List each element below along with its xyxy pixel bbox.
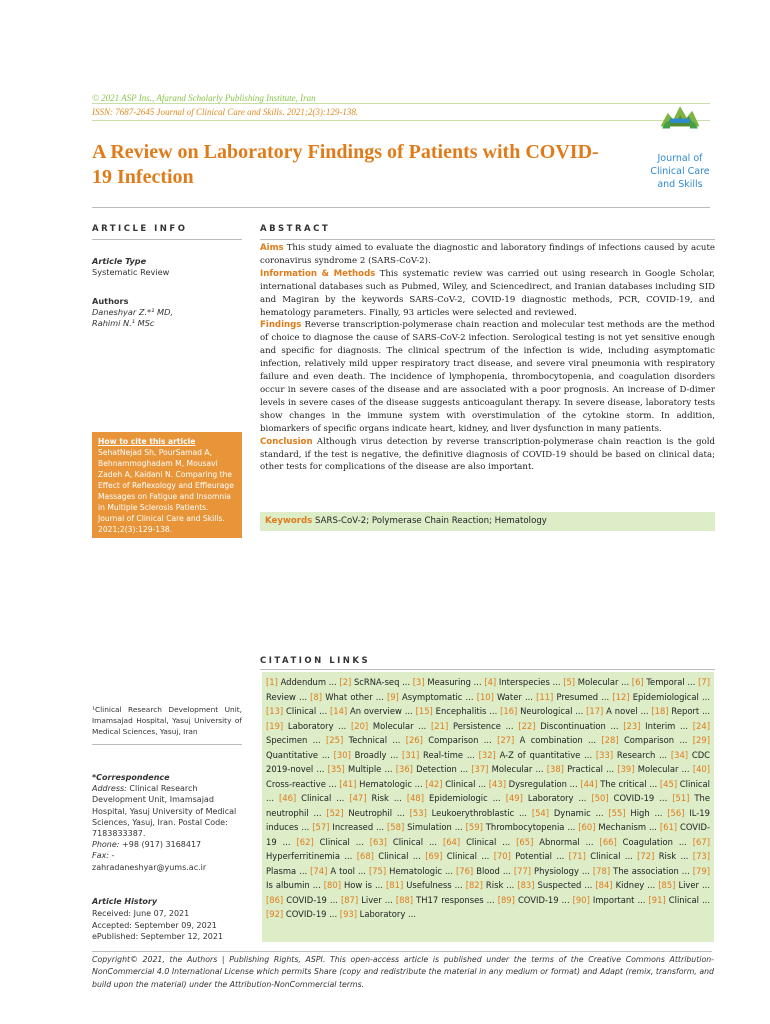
citation-number[interactable]: [29]	[692, 735, 710, 745]
citation-number[interactable]: [80]	[323, 880, 341, 890]
citation-number[interactable]: [39]	[617, 764, 635, 774]
citation-number[interactable]: [85]	[658, 880, 676, 890]
citation-number[interactable]: [9]	[386, 691, 399, 702]
citation-number[interactable]: [18]	[651, 706, 669, 716]
citation-number[interactable]: [30]	[333, 749, 351, 760]
citation-number[interactable]: [14]	[329, 706, 348, 716]
citation-number[interactable]: [53]	[409, 807, 427, 818]
citation-number[interactable]: [64]	[442, 836, 461, 847]
footer-license: Copyright© 2021, the Authors | Publishing Rights, ASPI. This open-access article is published under the terms of the Creative Commons Attribution-NonCommercial 4.0 International License which permits Share (copy and redistribute the material in any medium or format) and Adapt (remix, transform, and build upon the material) under the Attribution-NonCommercial terms.	[92, 955, 714, 989]
abstract-divider	[260, 239, 715, 240]
citation-number[interactable]: [87]	[340, 894, 359, 905]
fax-text: -	[111, 851, 115, 861]
citation-number[interactable]: [7]	[698, 677, 710, 687]
citation-number[interactable]: [26]	[405, 735, 423, 745]
citation-number[interactable]: [25]	[326, 735, 344, 745]
citation-number[interactable]: [61]	[659, 822, 678, 832]
citation-links-box	[262, 672, 714, 942]
citation-number[interactable]: [91]	[648, 894, 666, 905]
header-divider	[92, 103, 710, 104]
citation-number[interactable]: [60]	[578, 822, 596, 832]
affiliation-divider	[92, 744, 242, 745]
citation-number[interactable]: [89]	[497, 894, 515, 905]
citation-number[interactable]: [77]	[513, 865, 532, 876]
logo-line-2: Clinical Care	[650, 166, 710, 177]
citation-number[interactable]: [75]	[368, 865, 387, 876]
article-type-value: Systematic Review	[92, 267, 170, 277]
citation-number[interactable]: [17]	[586, 706, 604, 716]
keywords-text: SARS-CoV-2; Polymerase Chain Reaction; Hematology	[315, 516, 547, 526]
citation-number[interactable]: [37]	[471, 764, 489, 774]
methods-label: Information & Methods	[260, 268, 376, 279]
citation-number[interactable]: [76]	[456, 865, 474, 876]
keywords-bar	[260, 512, 715, 531]
citation-number[interactable]: [34]	[670, 749, 689, 760]
article-title: A Review on Laboratory Findings of Patients with COVID-19 Infection	[92, 141, 599, 188]
authors-label: Authors	[92, 296, 129, 306]
history-heading: Article History	[92, 897, 158, 906]
citation-number[interactable]: [71]	[568, 851, 586, 861]
article-info-heading: ARTICLE INFO	[92, 224, 188, 234]
citation-links-heading: CITATION LINKS	[260, 656, 371, 666]
history-published: ePublished: September 12, 2021	[92, 932, 224, 942]
author-2: Rahimi N.¹ MSc	[92, 318, 155, 328]
how-to-cite-box	[92, 432, 242, 538]
affiliation: ¹Clinical Research Development Unit, Imamsajad Hospital, Yasuj University of Medical Sciences, Yasuj, Iran	[92, 705, 242, 736]
logo-line-1: Journal of	[657, 153, 703, 164]
abstract-methods	[260, 268, 715, 320]
citation-number[interactable]: [92]	[266, 909, 284, 919]
address-label: Address:	[92, 784, 127, 794]
citation-number[interactable]: [81]	[386, 880, 404, 890]
footer-divider	[92, 951, 712, 952]
citation-number[interactable]: [40]	[692, 764, 711, 774]
citation-number[interactable]: [57]	[312, 822, 330, 832]
methods-text: This systematic review was carried out using research in Google Scholar, international databases such as Pubmed, Wiley, and Sciencedirect, and Iranian databases including SID and Magiran by the keywords SARS-CoV-2, COVID-19 diagnostic methods, PCR, COVID-19, and hematology parameters. Finally, 93 articles were selected and reviewed.	[260, 268, 716, 318]
citation-number[interactable]: [10]	[476, 691, 494, 702]
article-type-block	[92, 256, 242, 278]
citation-number[interactable]: [36]	[395, 764, 413, 774]
citation-number[interactable]: [59]	[465, 822, 483, 832]
citation-number[interactable]: [54]	[531, 807, 550, 818]
how-to-cite-heading: How to cite this article	[98, 437, 196, 446]
correspondence-block	[92, 772, 242, 873]
findings-label: Findings	[260, 320, 302, 331]
citation-number[interactable]: [79]	[692, 865, 710, 876]
citation-number[interactable]: [1]	[266, 677, 278, 687]
author-1: Daneshyar Z.*¹ MD,	[92, 307, 173, 317]
abstract-heading: ABSTRACT	[260, 224, 331, 234]
history-received: Received: June 07, 2021	[92, 908, 190, 918]
citation-number[interactable]: [16]	[500, 706, 518, 716]
header-copyright: © 2021 ASP Ins., Afarand Scholarly Publishing Institute, Iran	[92, 93, 316, 103]
citation-number[interactable]: [38]	[546, 764, 564, 774]
citation-number[interactable]: [20]	[351, 720, 369, 731]
citation-number[interactable]: [28]	[601, 735, 619, 745]
citation-number[interactable]: [52]	[326, 807, 344, 818]
citation-number[interactable]: [49]	[505, 793, 523, 803]
citation-number[interactable]: [48]	[406, 793, 425, 803]
citation-number[interactable]: [73]	[692, 851, 710, 861]
citation-number[interactable]: [2]	[339, 677, 352, 687]
correspondence-heading: *Correspondence	[92, 773, 170, 782]
citation-number[interactable]: [45]	[659, 778, 678, 789]
abstract-conclusion	[260, 436, 715, 475]
article-history-block	[92, 896, 242, 943]
conclusion-text: Although virus detection by reverse transcription-polymerase chain reaction is the gold standard, if the test is negative, the definitive diagnosis of COVID-19 should be based on clinical data; other tests for complications of the disease are also important.	[260, 436, 716, 473]
citation-number[interactable]: [41]	[339, 778, 357, 789]
citation-number[interactable]: [67]	[692, 836, 710, 847]
citation-number[interactable]: [19]	[266, 720, 284, 731]
abstract-body	[260, 242, 715, 474]
citation-number[interactable]: [70]	[493, 851, 511, 861]
citation-number[interactable]: [63]	[369, 836, 387, 847]
citation-number[interactable]: [93]	[339, 909, 357, 919]
citation-number[interactable]: [74]	[310, 865, 328, 876]
article-type-label: Article Type	[92, 256, 147, 266]
citation-number[interactable]: [65]	[516, 836, 534, 847]
phone-text: +98 (917) 3168417	[122, 840, 202, 850]
citation-number[interactable]: [42]	[425, 778, 443, 789]
citation-number[interactable]: [68]	[356, 851, 374, 861]
citation-number[interactable]: [66]	[599, 836, 617, 847]
citation-number[interactable]: [32]	[478, 749, 496, 760]
citation-number[interactable]: [50]	[591, 793, 609, 803]
journal-logo-icon	[640, 103, 720, 153]
journal-logo-text	[638, 152, 722, 191]
article-info-divider	[92, 239, 242, 240]
citation-number[interactable]: [88]	[395, 894, 414, 905]
citation-number[interactable]: [43]	[488, 778, 506, 789]
citation-number[interactable]: [78]	[592, 865, 611, 876]
citation-number[interactable]: [44]	[580, 778, 598, 789]
citation-number[interactable]: [13]	[266, 706, 284, 716]
abstract-findings	[260, 319, 715, 435]
title-divider	[92, 207, 710, 208]
citation-links-text[interactable]: [1] Addendum ... [2] ScRNA-seq ... [3] Measuring ... [4] Interspecies ... [5] Molecular ... [6] Temporal ... [7] Review ... [8] What other ... [9] Asymptomatic ... [10] Water ... [11] Presumed ... [12] Epidemiological ... [13] Clinical ... [14] An overview ... [15] Encephalitis ... [16] Neurological ... [17] A novel ... [18] Report ... [19] Laboratory ... [20] Molecular ... [21] Persistence ... [22] Discontinuation ... [23] Interim ... [24] Specimen ... [25] Technical ... [26] Comparison ... [27] A combination ... [28] Comparison ... [29] Quantitative ... [30] Broadly ... [31] Real-time ... [32] A-Z of quantitative ... [33] Research ... [34] CDC 2019-novel ... [35] Multiple ... [36] Detection ... [37] Molecular ... [38] Practical ... [39] Molecular ... [40] Cross-reactive ... [41] Hematologic ... [42] Clinical ... [43] Dysregulation ... [44] The critical ... [45] Clinical ... [46] Clinical ... [47] Risk ... [48] Epidemiologic ... [49] Laboratory ... [50] COVID-19 ... [51] The neutrophil ... [52] Neutrophil ... [53] Leukoerythroblastic ... [54] Dynamic ... [55] High ... [56] IL-19 induces ... [57] Increased ... [58] Simulation ... [59] Thrombocytopenia ... [60] Mechanism ... [61] COVID-19 ... [62] Clinical ... [63] Clinical ... [64] Clinical ... [65] Abnormal ... [66] Coagulation ... [67] Hyperferritinemia ... [68] Clinical ... [69] Clinical ... [70] Potential ... [71] Clinical ... [72] Risk ... [73] Plasma ... [74] A tool ... [75] Hematologic ... [76] Blood ... [77] Physiology ... [78] The association ... [79] Is albumin ... [80] How is ... [81] Usefulness ... [82] Risk ... [83] Suspected ... [84] Kidney ... [85] Liver ... [86] COVID-19 ... [87] Liver ... [88] TH17 responses ... [89] COVID-19 ... [90] Important ... [91] Clinical ... [92] COVID-19 ... [93] Laboratory ...	[266, 677, 711, 919]
conclusion-label: Conclusion	[260, 436, 313, 447]
authors-block	[92, 296, 242, 329]
findings-text: Reverse transcription-polymerase chain reaction and molecular test methods are the method of choice to diagnose the cause of SARS-CoV-2 infection. Serological testing is not yet sensitive enough and specific for diagnosis. The clinical spectrum of the infection is wide, including asymptomatic infection, relatively mild upper respiratory tract disease, and severe viral pneumonia with respiratory failure and even death. The incidence of lymphopenia, thrombocytopenia, and coagulation disorders occur in severe cases of the disease and are associated with a poor prognosis. An increase of D-dimer levels in severe cases of the disease suggests anticoagulant therapy. In severe disease, laboratory tests show changes in the immune system with overstimulation of the cytokine storm. In addition, biomarkers of specific organs indicate heart, kidney, and liver dysfunction in many patients.	[260, 320, 715, 434]
header-issn: ISSN: 7687-2645 Journal of Clinical Care and Skills. 2021;2(3):129-138.	[92, 107, 359, 117]
address-text: Clinical Research Development Unit, Imamsajad Hospital, Yasuj University of Medical Sciences, Yasuj, Iran. Postal Code: 7183833387.	[92, 784, 237, 839]
abstract-aims	[260, 242, 715, 268]
aims-text: This study aimed to evaluate the diagnostic and laboratory findings of infections caused by acute coronavirus syndrome 2 (SARS-CoV-2).	[260, 243, 715, 266]
citation-number[interactable]: [27]	[497, 735, 515, 745]
header-divider-2	[92, 120, 710, 121]
citation-number[interactable]: [24]	[692, 720, 710, 731]
citation-number[interactable]: [12]	[612, 691, 630, 702]
citation-number[interactable]: [33]	[595, 749, 614, 760]
how-to-cite-text: SehatNejad Sh, PourSamad A, Behnammoghadam M, Mousavi Zadeh A, Kaidani N. Comparing the Effect of Reflexology and Effleurage Massages on Fatigue and Insomnia in Multiple Sclerosis Patients. Journal of Clinical Care and Skills. 2021;2(3):129-138.	[98, 448, 234, 534]
citation-number[interactable]: [72]	[637, 851, 655, 861]
citation-number[interactable]: [23]	[623, 720, 641, 731]
citation-number[interactable]: [83]	[517, 880, 535, 890]
citation-number[interactable]: [4]	[484, 677, 497, 687]
citation-number[interactable]: [51]	[672, 793, 690, 803]
citation-number[interactable]: [47]	[349, 793, 367, 803]
citation-number[interactable]: [84]	[595, 880, 613, 890]
citation-number[interactable]: [6]	[631, 677, 644, 687]
aims-label: Aims	[260, 243, 284, 253]
citation-number[interactable]: [5]	[563, 677, 576, 687]
keywords-label: Keywords	[265, 516, 313, 526]
fax-label: Fax:	[92, 851, 109, 861]
citation-number[interactable]: [82]	[465, 880, 483, 890]
citation-number[interactable]: [90]	[572, 894, 590, 905]
citation-number[interactable]: [22]	[518, 720, 536, 731]
logo-line-3: and Skills	[657, 179, 703, 190]
citation-number[interactable]: [15]	[415, 706, 433, 716]
citation-number[interactable]: [46]	[278, 793, 297, 803]
phone-label: Phone:	[92, 840, 120, 850]
citation-number[interactable]: [56]	[667, 807, 685, 818]
citation-number[interactable]: [58]	[387, 822, 405, 832]
citation-links-divider	[260, 669, 715, 670]
history-accepted: Accepted: September 09, 2021	[92, 920, 217, 930]
citation-number[interactable]: [31]	[402, 749, 420, 760]
citation-number[interactable]: [8]	[310, 691, 323, 702]
citation-number[interactable]: [69]	[425, 851, 443, 861]
citation-number[interactable]: [62]	[296, 836, 314, 847]
citation-number[interactable]: [86]	[266, 894, 284, 905]
citation-number[interactable]: [11]	[536, 691, 554, 702]
email-link[interactable]: zahradaneshyar@yums.ac.ir	[92, 862, 207, 872]
citation-number[interactable]: [35]	[327, 764, 345, 774]
citation-number[interactable]: [21]	[431, 720, 449, 731]
citation-number[interactable]: [55]	[608, 807, 626, 818]
citation-number[interactable]: [3]	[412, 677, 425, 687]
